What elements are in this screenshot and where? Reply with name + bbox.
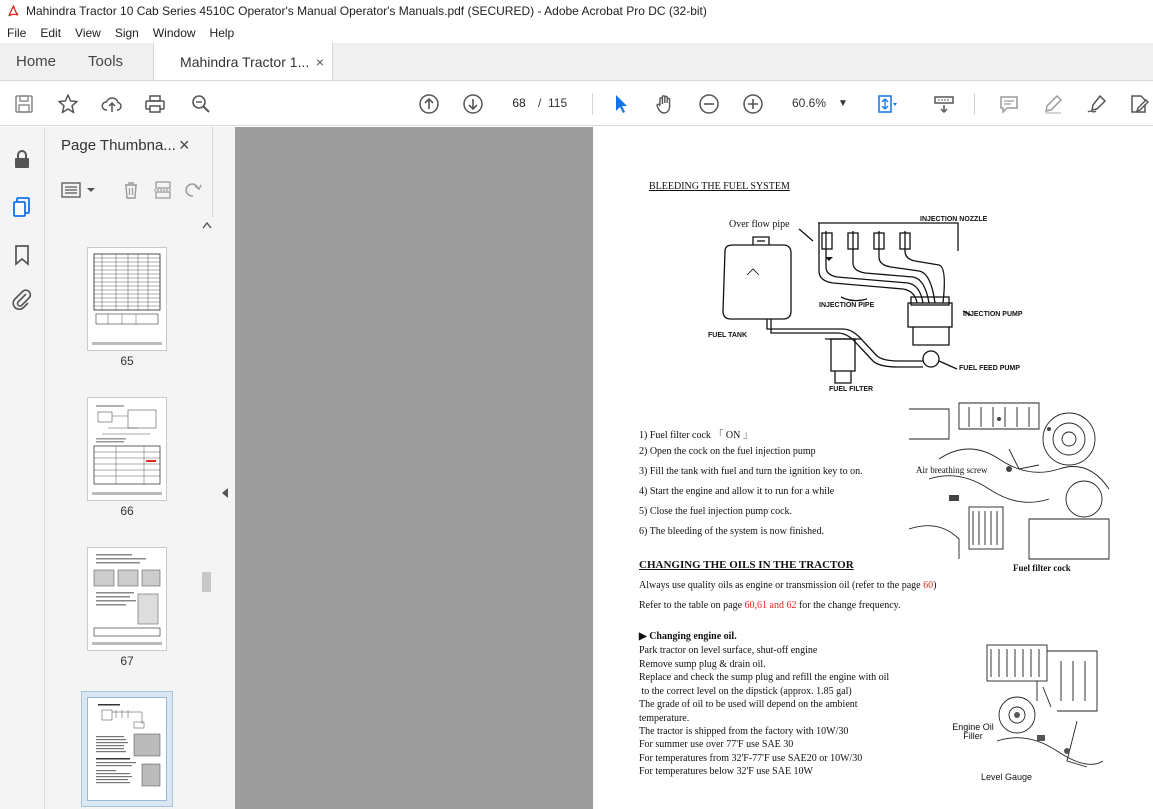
menu-view[interactable]: View — [75, 25, 101, 40]
label-fuel-filter-cock: Fuel filter cock — [1013, 563, 1071, 573]
label-engine-oil-filler: Engine Oil Filler — [952, 722, 994, 741]
menu-sign[interactable]: Sign — [114, 25, 139, 40]
chevron-down-icon: ▼ — [838, 97, 848, 109]
label-fuel-feed-pump: FUEL FEED PUMP — [959, 365, 1020, 372]
label-air-breathing-screw: Air breathing screw — [916, 465, 988, 475]
thumbnail-list — [45, 217, 200, 809]
sign-icon[interactable] — [1085, 92, 1109, 116]
menu-bar — [0, 22, 1153, 43]
panel-tools — [55, 177, 205, 203]
page-link[interactable]: 60,61 and 62 — [744, 600, 797, 611]
thumbnail-scrollbar[interactable] — [200, 217, 213, 809]
close-panel-icon[interactable]: × — [179, 135, 190, 155]
left-rail — [0, 127, 45, 809]
zoom-level-select[interactable] — [786, 91, 856, 115]
oils-line-1 — [639, 580, 936, 591]
tab-document-label: Mahindra Tractor 1... — [180, 53, 310, 70]
total-pages: 115 — [548, 96, 568, 110]
page-total — [538, 91, 567, 115]
rotate-icon[interactable] — [183, 180, 203, 200]
thumbnail-page[interactable] — [87, 397, 167, 501]
window-title: Mahindra Tractor 10 Cab Series 4510C Operator's Manual Operator's Manuals.pdf (SECURED) - Adobe Acrobat Pro DC (32-bit) — [26, 4, 707, 18]
toolbar — [0, 81, 1153, 126]
heading-changing-oils: CHANGING THE OILS IN THE TRACTOR — [639, 559, 854, 571]
next-page-icon[interactable] — [461, 92, 485, 116]
scroll-up-icon[interactable] — [202, 221, 212, 229]
label-injection-pipe: INJECTION PIPE — [819, 302, 875, 309]
engine-oil-line: Remove sump plug & drain oil. — [639, 659, 766, 670]
label-fuel-tank: FUEL TANK — [708, 332, 748, 339]
oils-line-2-text: Refer to the table on page — [639, 600, 745, 611]
label-fuel-filter: FUEL FILTER — [829, 386, 874, 393]
step-line: 6) The bleeding of the system is now finished. — [639, 526, 825, 537]
zoom-in-icon[interactable] — [741, 92, 765, 116]
engine-oil-line: Park tractor on level surface, shut-off engine — [639, 645, 818, 656]
tab-tools[interactable]: Tools — [88, 53, 124, 70]
step-line: 5) Close the fuel injection pump cock. — [639, 506, 793, 517]
engine-oil-heading: ▶ Changing engine oil. — [639, 631, 737, 642]
engine-oil-line: Replace and check the sump plug and refill the engine with oil — [639, 672, 890, 683]
engine-oil-line: For summer use over 77'F use SAE 30 — [639, 739, 794, 750]
heading-bleeding-fuel-system: BLEEDING THE FUEL SYSTEM — [649, 181, 790, 192]
engine-oil-line: For temperatures from 32'F-77'F use SAE20 or 10W/30 — [639, 753, 863, 764]
page-thumbnails-icon[interactable] — [10, 195, 34, 219]
close-tab-icon[interactable]: × — [315, 53, 325, 70]
label-injection-pump: INJECTION PUMP — [963, 311, 1023, 318]
oils-line-1-end: ) — [933, 580, 937, 591]
panel-collapse-handle[interactable] — [213, 127, 235, 809]
upload-cloud-icon[interactable] — [100, 92, 124, 116]
step-line: 3) Fill the tank with fuel and turn the ignition key to on. — [639, 466, 863, 477]
step-line: 2) Open the cock on the fuel injection pump — [639, 446, 816, 457]
zoom-level-value: 60.6% — [792, 96, 827, 110]
engine-oil-line: The tractor is shipped from the factory with 10W/30 — [639, 726, 849, 737]
engine-oil-photo — [977, 641, 1107, 777]
step-line: 4) Start the engine and allow it to run for a while — [639, 486, 835, 497]
page-link[interactable]: 60 — [923, 580, 934, 591]
lock-icon[interactable] — [10, 147, 34, 171]
tab-bar — [0, 43, 1153, 81]
label-overflow-pipe: Over flow pipe — [729, 219, 790, 230]
step-line: 1) Fuel filter cock 「 ON 」 — [639, 430, 753, 441]
oils-line-1-text: Always use quality oils as engine or transmission oil (refer to the page — [639, 580, 924, 591]
menu-window[interactable]: Window — [152, 25, 196, 40]
trash-icon[interactable] — [121, 180, 141, 200]
save-icon[interactable] — [12, 92, 36, 116]
menu-file[interactable]: File — [7, 25, 27, 40]
menu-help[interactable]: Help — [209, 25, 235, 40]
thumbnail-options-icon[interactable] — [61, 181, 101, 199]
engine-fuel-photo — [909, 399, 1115, 567]
engine-oil-line: The grade of oil to be used will depend on the ambient — [639, 699, 858, 710]
hand-tool-icon[interactable] — [653, 92, 677, 116]
oils-line-2-end: for the change frequency. — [796, 600, 901, 611]
label-level-gauge: Level Gauge — [981, 772, 1033, 782]
thumbnail-label: 65 — [120, 354, 134, 368]
title-bar — [0, 0, 1153, 22]
edit-pdf-icon[interactable] — [1127, 92, 1151, 116]
page-thumbnails-panel — [45, 127, 213, 809]
thumbnail-page[interactable] — [87, 547, 167, 651]
thumbnail-page-selected[interactable] — [87, 697, 167, 801]
comment-icon[interactable] — [997, 92, 1021, 116]
engine-oil-line: temperature. — [639, 713, 690, 724]
page-separator: / — [538, 96, 542, 110]
toolbar-divider — [974, 93, 975, 115]
highlight-pen-icon[interactable] — [1041, 92, 1065, 116]
engine-oil-line: to the correct level on the dipstick (approx. 1.85 gal) — [639, 686, 852, 697]
tab-document[interactable] — [153, 43, 333, 80]
zoom-out-icon[interactable] — [697, 92, 721, 116]
pdf-page — [593, 127, 1153, 809]
toolbar-divider — [592, 93, 593, 115]
page-number-input[interactable]: 68 — [512, 96, 526, 110]
panel-title: Page Thumbna... — [61, 137, 176, 154]
select-cursor-icon[interactable] — [609, 92, 633, 116]
print-icon[interactable] — [143, 92, 167, 116]
star-icon[interactable] — [56, 92, 80, 116]
tab-home[interactable]: Home — [16, 53, 57, 70]
previous-page-icon[interactable] — [417, 92, 441, 116]
thumbnail-label: 66 — [120, 504, 134, 518]
scrollbar-thumb[interactable] — [202, 572, 211, 592]
collapse-left-icon[interactable] — [221, 487, 229, 499]
oils-line-2 — [639, 600, 901, 611]
thumbnail-label: 67 — [120, 654, 134, 668]
search-zoom-icon[interactable] — [189, 92, 213, 116]
menu-edit[interactable]: Edit — [40, 25, 62, 40]
attachment-icon[interactable] — [10, 287, 34, 311]
scroll-mode-icon[interactable] — [932, 92, 956, 116]
thumbnail-page[interactable] — [87, 247, 167, 351]
engine-oil-line: For temperatures below 32'F use SAE 10W — [639, 766, 813, 777]
label-injection-nozzle: INJECTION NOZZLE — [920, 216, 988, 223]
replace-pages-icon[interactable] — [153, 180, 173, 200]
acrobat-icon — [6, 4, 20, 18]
fit-page-icon[interactable] — [874, 92, 898, 116]
bookmark-icon[interactable] — [10, 243, 34, 267]
